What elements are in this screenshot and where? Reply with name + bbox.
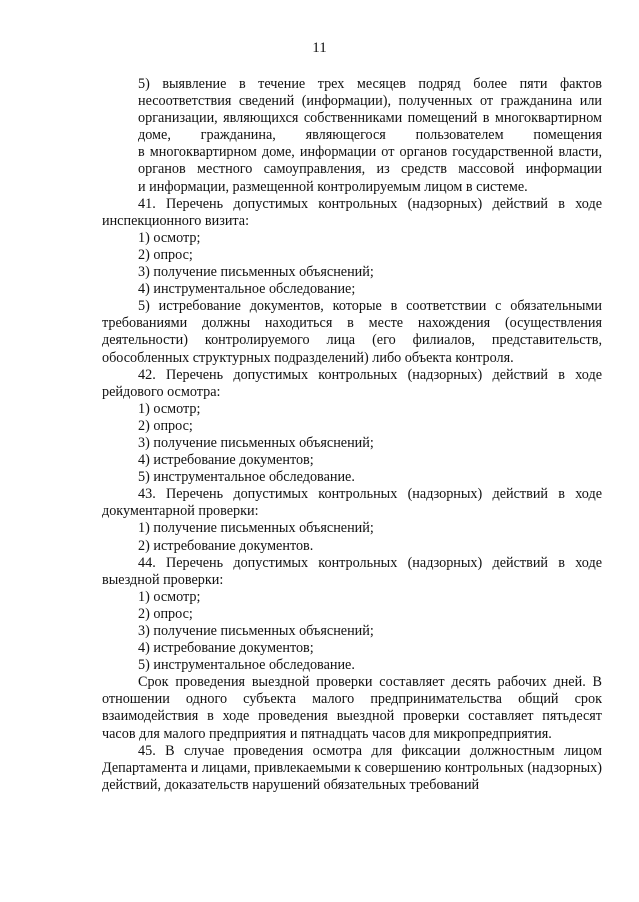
text-line: органов местного самоуправления, из средств массовой информации xyxy=(138,161,602,178)
paragraph-41-intro: 41. Перечень допустимых контрольных (надзорных) действий в ходе инспекционного визита: xyxy=(102,195,602,229)
document-body xyxy=(102,76,602,794)
text-line: несоответствия сведений (информации), полученных от гражданина или xyxy=(138,93,602,110)
page-number: 11 xyxy=(312,40,327,56)
list-item: 3) получение письменных объяснений; xyxy=(138,264,374,281)
list-item: 2) истребование документов. xyxy=(138,537,314,554)
paragraph-43-intro: 43. Перечень допустимых контрольных (надзорных) действий в ходе документарной проверки: xyxy=(102,486,602,520)
list-item: 1) осмотр; xyxy=(138,229,201,246)
list-item: 5) инструментальное обследование. xyxy=(138,657,355,674)
paragraph-item-5 xyxy=(102,76,602,196)
list-item: 3) получение письменных объяснений; xyxy=(138,623,374,639)
list-item: 3) получение письменных объяснений; xyxy=(138,434,374,451)
list-item: 4) истребование документов; xyxy=(138,640,314,657)
list-item: 4) истребование документов; xyxy=(138,452,314,469)
list-item: 5) инструментальное обследование. xyxy=(138,469,355,486)
list-item: 1) осмотр; xyxy=(138,400,201,417)
paragraph-42-intro: 42. Перечень допустимых контрольных (надзорных) действий в ходе рейдового осмотра: xyxy=(102,366,602,400)
list-item: 2) опрос; xyxy=(138,246,193,263)
list-item: 4) инструментальное обследование; xyxy=(138,281,356,298)
text-line: 5) выявление в течение трех месяцев подряд более пяти фактов xyxy=(138,76,602,92)
text-line: организации, являющихся собственниками помещений в многоквартирном xyxy=(138,110,602,127)
paragraph-44-term: Срок проведения выездной проверки составляет десять рабочих дней. В отношении одного субъекта малого предпринимательства общий срок взаимодействия в ходе проведения выездной проверки составляет пятьдесят часов для малого предприятия и пятнадцать часов для микропредприятия. xyxy=(102,674,602,742)
text-line: в многоквартирном доме, информации от органов государственной власти, xyxy=(138,144,602,161)
text-line: доме, гражданина, являющегося пользователем помещения xyxy=(138,127,602,144)
text-line: и информации, размещенной контролируемым лицом в системе. xyxy=(138,178,528,195)
list-item: 1) получение письменных объяснений; xyxy=(138,520,374,537)
list-item: 2) опрос; xyxy=(138,605,193,622)
list-item: 1) осмотр; xyxy=(138,588,201,605)
list-item: 2) опрос; xyxy=(138,417,193,434)
paragraph-41-item-5: 5) истребование документов, которые в соответствии с обязательными требованиями должны находиться в месте нахождения (осуществления деятельности) контролируемого лица (его филиалов, представительств, обособленных структурных подразделений) либо объекта контроля. xyxy=(102,298,602,366)
paragraph-45: 45. В случае проведения осмотра для фиксации должностным лицом Департамента и лицами, привлекаемыми к совершению контрольных (надзорных) действий, доказательств нарушений обязательных требований xyxy=(102,742,602,793)
paragraph-44-intro: 44. Перечень допустимых контрольных (надзорных) действий в ходе выездной проверки: xyxy=(102,554,602,588)
